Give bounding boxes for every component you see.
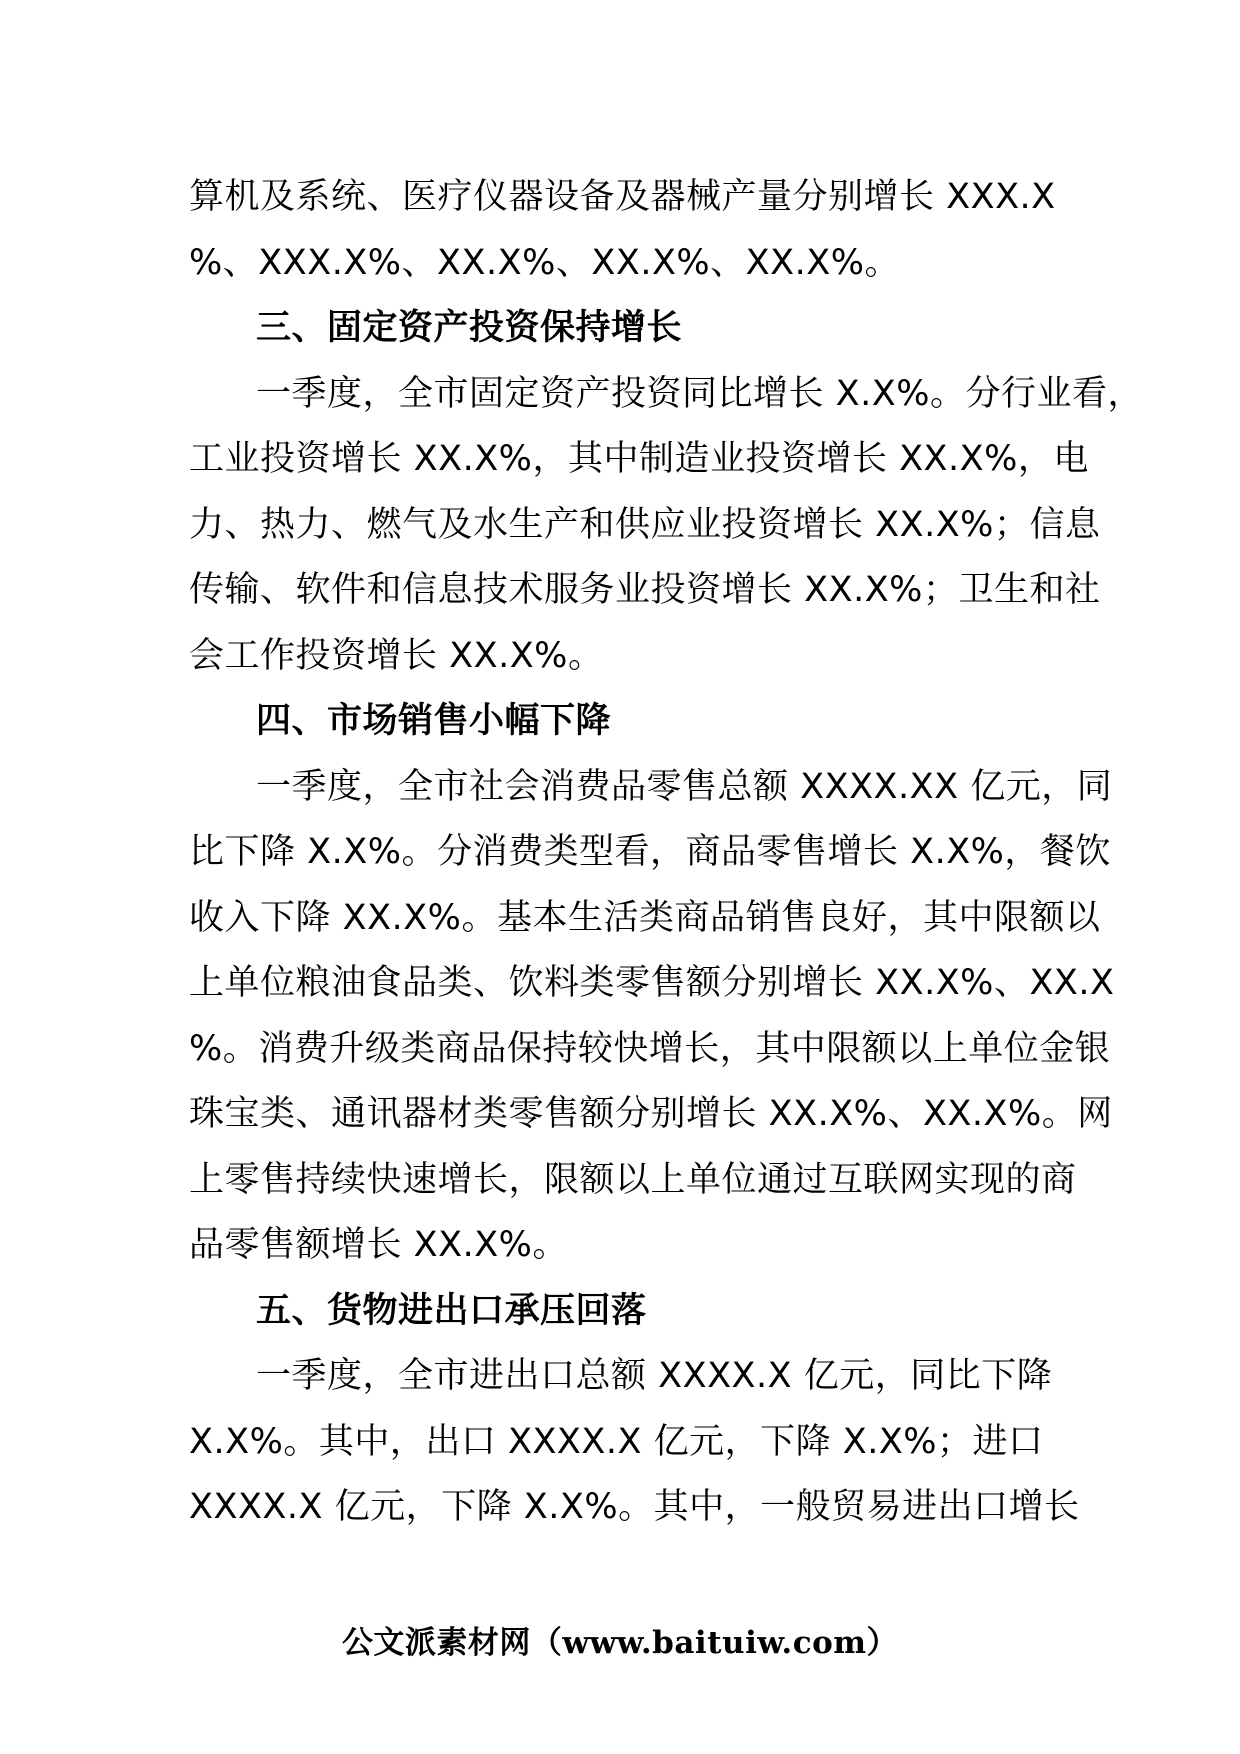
text-line: 上单位粮油食品类、饮料类零售额分别增长 XX.X%、XX.X	[189, 963, 1115, 1003]
document-body	[189, 165, 1143, 1541]
section-heading: 五、货物进出口承压回落	[256, 1290, 647, 1331]
text-line: 珠宝类、通讯器材类零售额分别增长 XX.X%、XX.X%。网	[189, 1094, 1113, 1134]
text-line: 品零售额增长 XX.X%。	[189, 1225, 568, 1265]
page-footer: 公文派素材网（www.baituiw.com）	[341, 1625, 899, 1661]
text-line: %。消费升级类商品保持较快增长，其中限额以上单位金银	[189, 1028, 1111, 1069]
text-line: 一季度，全市社会消费品零售总额 XXXX.XX 亿元，同	[256, 766, 1113, 807]
text-line: 工业投资增长 XX.X%，其中制造业投资增长 XX.X%，电	[189, 439, 1089, 479]
text-line: 上零售持续快速增长，限额以上单位通过互联网实现的商	[189, 1159, 1077, 1200]
text-line: %、XXX.X%、XX.X%、XX.X%、XX.X%。	[189, 242, 900, 283]
text-line: 收入下降 XX.X%。基本生活类商品销售良好，其中限额以	[189, 897, 1101, 938]
text-line: 会工作投资增长 XX.X%。	[189, 635, 604, 676]
section-heading: 四、市场销售小幅下降	[256, 701, 612, 741]
text-line: XXXX.X 亿元，下降 X.X%。其中，一般贸易进出口增长	[189, 1487, 1080, 1527]
text-line: 一季度，全市进出口总额 XXXX.X 亿元，同比下降	[256, 1356, 1053, 1396]
text-line: 算机及系统、医疗仪器设备及器械产量分别增长 XXX.X	[189, 177, 1056, 217]
text-line: 传输、软件和信息技术服务业投资增长 XX.X%；卫生和社	[189, 570, 1101, 610]
text-line: 力、热力、燃气及水生产和供应业投资增长 XX.X%；信息	[189, 504, 1101, 545]
text-line: X.X%。其中，出口 XXXX.X 亿元，下降 X.X%；进口	[189, 1421, 1044, 1462]
section-heading: 三、固定资产投资保持增长	[256, 308, 683, 348]
text-line: 比下降 X.X%。分消费类型看，商品零售增长 X.X%，餐饮	[189, 832, 1111, 872]
text-line: 一季度，全市固定资产投资同比增长 X.X%。分行业看，	[256, 373, 1143, 414]
